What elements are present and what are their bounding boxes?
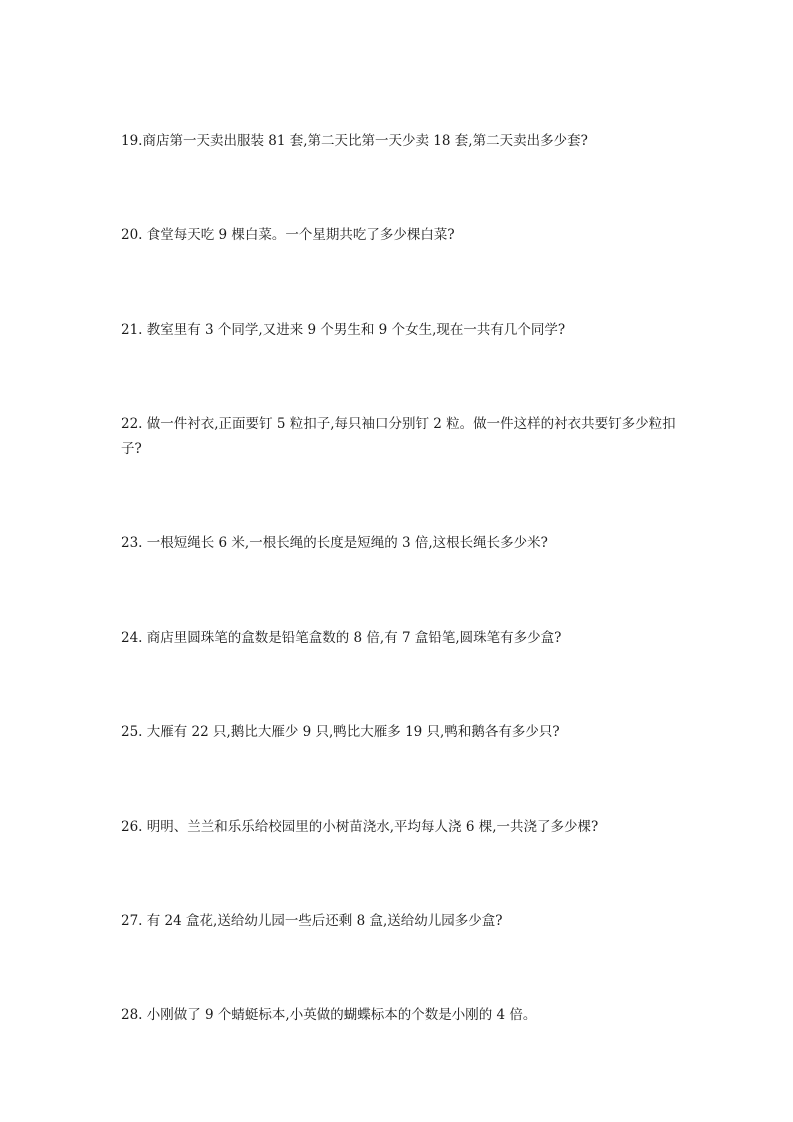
problem-27: 27. 有 24 盒花,送给幼儿园一些后还剩 8 盒,送给幼儿园多少盒? bbox=[121, 913, 503, 929]
problem-20: 20. 食堂每天吃 9 棵白菜。一个星期共吃了多少棵白菜? bbox=[121, 227, 455, 243]
problem-22: 22. 做一件衬衣,正面要钉 5 粒扣子,每只袖口分别钉 2 粒。做一件这样的衬衣共要钉多少粒扣子? bbox=[121, 416, 676, 457]
problem-19: 19.商店第一天卖出服装 81 套,第二天比第一天少卖 18 套,第二天卖出多少套? bbox=[121, 133, 588, 149]
problem-21: 21. 教室里有 3 个同学,又进来 9 个男生和 9 个女生,现在一共有几个同学? bbox=[121, 322, 566, 338]
problem-23: 23. 一根短绳长 6 米,一根长绳的长度是短绳的 3 倍,这根长绳长多少米? bbox=[121, 535, 548, 551]
problem-25: 25. 大雁有 22 只,鹅比大雁少 9 只,鸭比大雁多 19 只,鸭和鹅各有多少只? bbox=[121, 724, 560, 740]
problem-28: 28. 小刚做了 9 个蜻蜓标本,小英做的蝴蝶标本的个数是小刚的 4 倍。 bbox=[121, 1007, 537, 1023]
problem-24: 24. 商店里圆珠笔的盒数是铅笔盒数的 8 倍,有 7 盒铅笔,圆珠笔有多少盒? bbox=[121, 630, 562, 646]
problem-26: 26. 明明、兰兰和乐乐给校园里的小树苗浇水,平均每人浇 6 棵,一共浇了多少棵? bbox=[121, 819, 599, 835]
